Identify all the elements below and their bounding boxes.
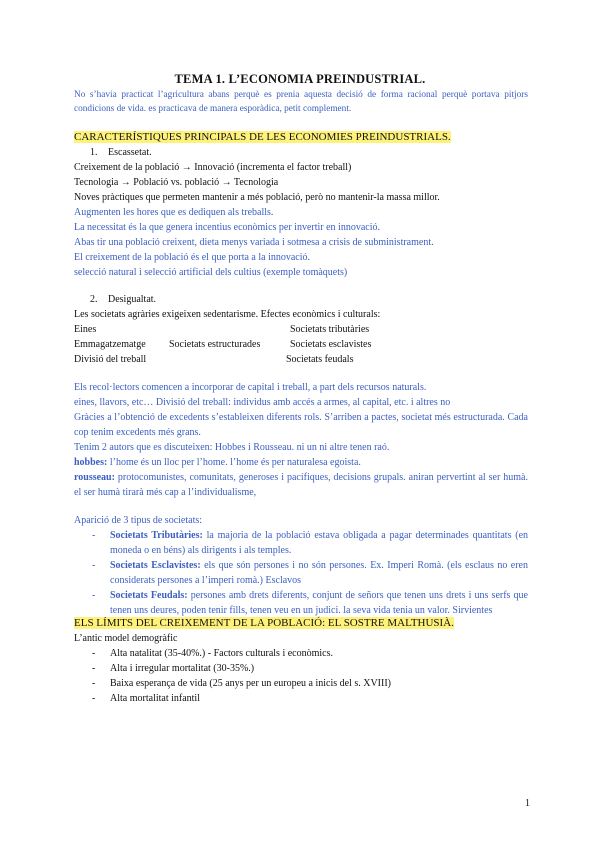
effects-table-row	[74, 322, 528, 337]
note-line: Gràcies a l’obtenció de excedents s’estableixen diferents rols. S’arriben a pactes, societat més estructurada. Cada cop tenim excedents més grans.	[74, 412, 528, 438]
intro-paragraph: No s’havia practicat l’agricultura abans perquè es prenia aquesta decisió de forma racional perquè portava pitjors condicions de vida. es practicava de manera esporàdica, petit complement.	[74, 90, 528, 114]
note-line: selecció natural i selecció artificial dels cultius (exemple tomàquets)	[74, 267, 348, 278]
notes-paragraph	[74, 380, 528, 500]
list-item: - Societats Tributàries: la majoria de la població estava obligada a pagar determinades quantitats (en moneda o en béns) als dirigents i als temples.	[74, 528, 528, 558]
list-item: - Societats Esclavistes: els que són persones i no són persones. Ex. Imperi Romà. (els esclaus no eren considerats persones a l’imperi romà.) Esclavos	[74, 558, 528, 588]
rousseau-line: rousseau: protocomunistes, comunitats, generoses i pacífiques, decisions grupals. aniran pervertint al ser humà. el ser humà tirarà més cap a l’individualisme,	[74, 472, 528, 498]
text-line: Les societats agràries exigeixen sedentarisme. Efectes econòmics i culturals:	[74, 309, 381, 320]
numbered-item-heading	[74, 145, 528, 160]
author-label: rousseau:	[74, 472, 115, 483]
table-cell: Societats estructurades	[169, 339, 261, 350]
table-cell: Eines	[74, 324, 97, 335]
list-item: - Societats Feudals: persones amb drets diferents, conjunt de señors que tenen uns drets i uns serfs que tenen uns deures, poden tenir fills, tenen veu en un judici. la seva vida tenia un valor. Sirvientes	[74, 588, 528, 618]
demographic-list	[74, 646, 528, 706]
note-line: eines, llavors, etc… Divisió del treball: individus amb accés a armes, al capital, etc. i altres no	[74, 397, 451, 408]
item-label: Escassetat.	[108, 147, 152, 158]
effects-table-row	[74, 352, 528, 367]
note-line: Els recol·lectors comencen a incorporar de capital i treball, a part dels recursos naturals.	[74, 382, 427, 393]
text-line: Tecnologia → Població vs. població → Tecnologia	[74, 177, 279, 188]
list-item: - Alta natalitat (35-40%.) - Factors culturals i econòmics.	[74, 646, 528, 661]
hobbes-line: hobbes: l’home és un lloc per l’home. l’home és per naturalesa egoista.	[74, 457, 361, 468]
section-heading-characteristics: CARACTERÍSTIQUES PRINCIPALS DE LES ECONOMIES PREINDUSTRIALS.	[74, 131, 451, 143]
list-item: - Alta i irregular mortalitat (30-35%.)	[74, 661, 528, 676]
demographic-model	[74, 631, 528, 706]
table-cell: Emmagatzematge	[74, 339, 146, 350]
note-line: Augmenten les hores que es dediquen als treballs.	[74, 207, 274, 218]
item-label: Desigualtat.	[108, 294, 157, 305]
table-cell: Societats esclavistes	[290, 339, 372, 350]
society-types	[74, 513, 528, 618]
author-label: hobbes:	[74, 457, 108, 468]
item-number: 2.	[90, 294, 98, 305]
subheading: L’antic model demogràfic	[74, 633, 178, 644]
society-types-list	[74, 528, 528, 618]
text-line: Creixement de la població → Innovació (incrementa el factor treball)	[74, 162, 352, 173]
item-number: 1.	[90, 147, 98, 158]
list-item: - Baixa esperança de vida (25 anys per un europeu a inicis del s. XVIII)	[74, 676, 528, 691]
note-line: El creixement de la població és el que porta a la innovació.	[74, 252, 311, 263]
table-cell: Societats feudals	[286, 354, 354, 365]
effects-table-row	[74, 337, 528, 352]
note-line: Abas tir una població creixent, dieta menys variada i sotmesa a crisis de subministrament.	[74, 237, 434, 248]
table-cell: Divisió del treball	[74, 354, 147, 365]
item-inequality	[74, 292, 528, 367]
text-line: Noves pràctiques que permeten mantenir a més població, però no mantenir-la massa millor.	[74, 192, 440, 203]
note-line: Tenim 2 autors que es discuteixen: Hobbes i Rousseau. ni un ni altre tenen raó.	[74, 442, 390, 453]
list-item: - Alta mortalitat infantil	[74, 691, 528, 706]
item-scarcity	[74, 145, 528, 280]
types-intro: Aparició de 3 tipus de societats:	[74, 515, 203, 526]
section-heading-malthusian: ELS LÍMITS DEL CREIXEMENT DE LA POBLACIÓ: EL SOSTRE MALTHUSIÀ.	[74, 617, 454, 629]
note-line: La necessitat és la que genera incentius econòmics per invertir en innovació.	[74, 222, 380, 233]
table-cell: Societats tributàries	[290, 324, 370, 335]
page-title: TEMA 1. L’ECONOMIA PREINDUSTRIAL.	[174, 72, 426, 86]
numbered-item-heading	[74, 292, 528, 307]
page-number: 1	[525, 798, 530, 809]
